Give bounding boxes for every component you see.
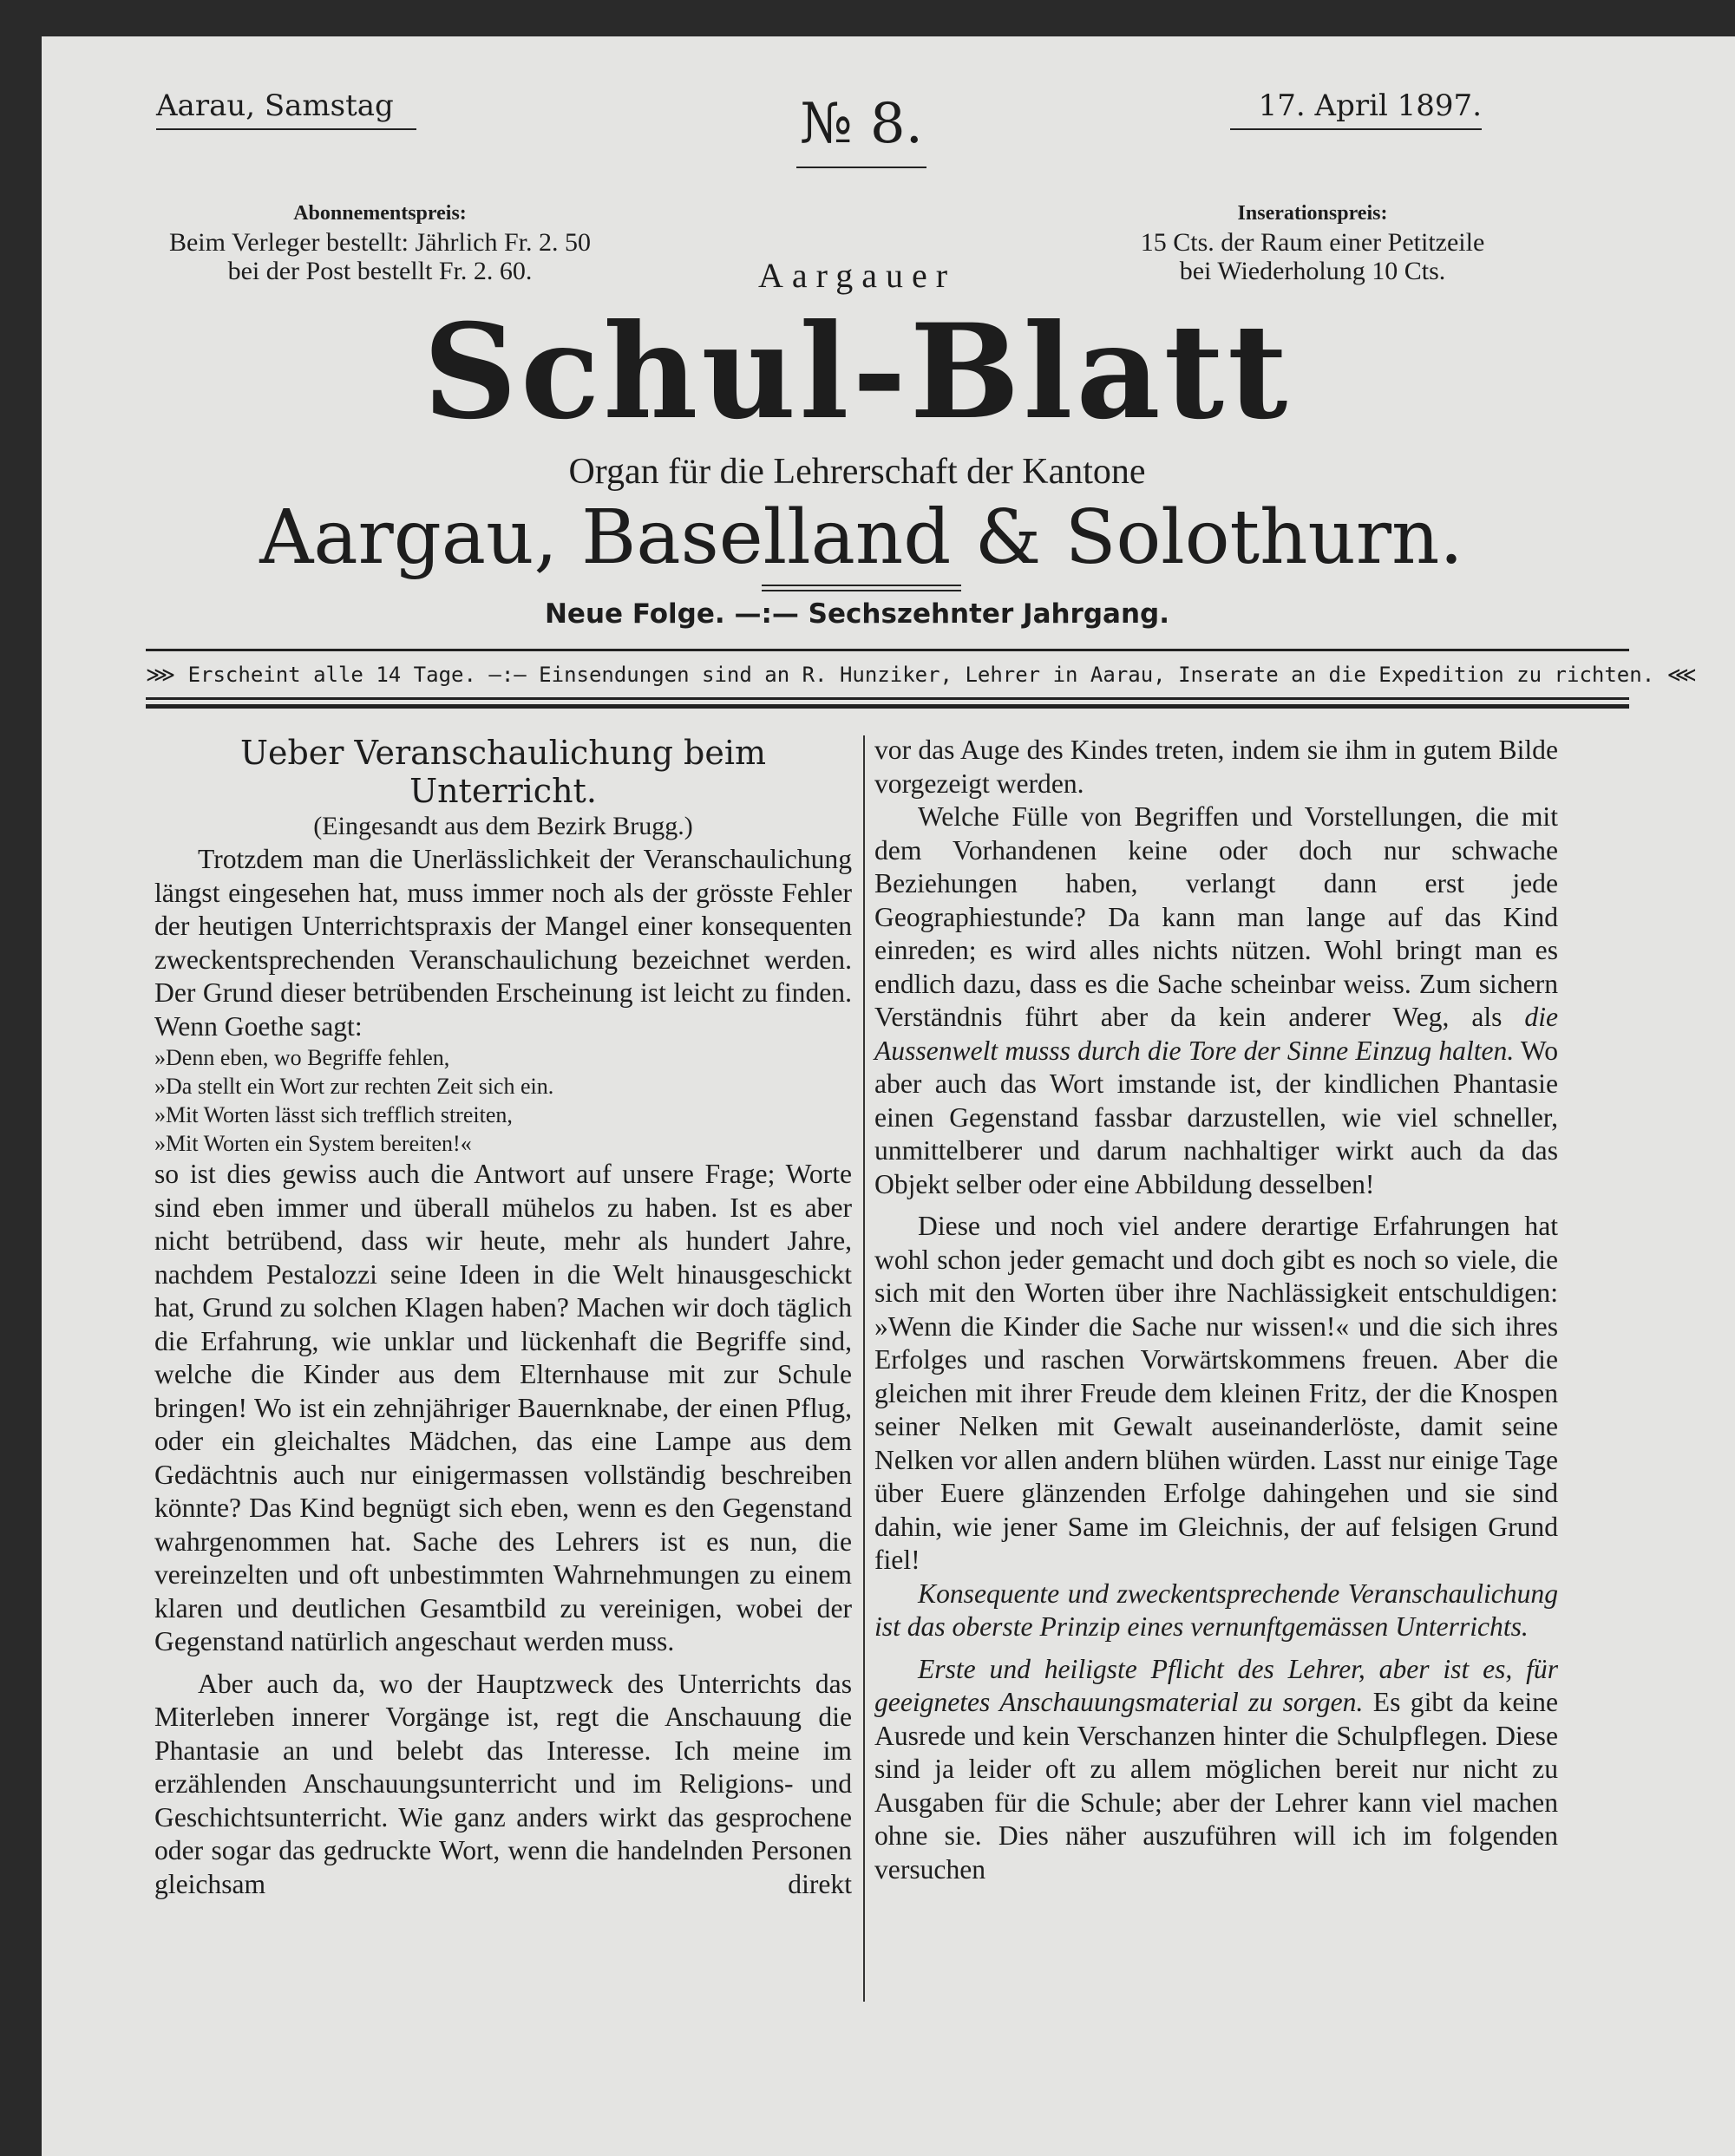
issue-date: 17. April 1897. [1258,88,1482,123]
paragraph [874,800,1558,1201]
paragraph: Diese und noch viel andere derartige Erfahrungen hat wohl schon jeder gemacht und doch gibt es noch so viele, die sich mit den Worten über ihre Nachlässigkeit entschuldigen: »Wenn die Kinder die Sache nur wissen!« und die sich ihres Erfolges und raschen Vorwärtskommens freuen. Aber die gleichen mit ihrer Freude dem kleinen Fritz, der die Knospen seiner Nelken mit Gewalt auseinanderlöste, damit seine Nelken vor allen andern blühen würden. Lasst nur einige Tage über Euere glänzenden Erfolge dahingehen und sie sind dahin, wie jener Same im Gleichnis, der auf felsigen Grund fiel! [874,1211,1558,1575]
emphasis-paragraph: Konsequente und zweckentsprechende Veranschaulichung ist das oberste Prinzip eines vernunftgemässen Unterrichts. [874,1578,1558,1642]
place-weekday: Aarau, Samstag [156,88,394,123]
newspaper-title: Schul-Blatt [422,296,1292,448]
article-column-left [154,732,852,1901]
paragraph: Trotzdem man die Unerlässlichkeit der Veranschaulichung längst eingesehen hat, muss immer noch als der grösste Fehler der heutigen Unterrichtspraxis der Mangel einer konsequenten zweckentsprechenden Veranschaulichung bezeichnet werden. Der Grund dieser betrübenden Erscheinung ist leicht zu finden. Wenn Goethe sagt: [154,844,852,1042]
series-info: Neue Folge. —:— Sechszehnter Jahrgang. [544,598,1169,630]
insertion-heading: Inserationspreis: [1237,202,1388,225]
subscription-heading: Abonnementspreis: [293,202,467,225]
notice-rule-top [146,649,1629,651]
subtitle-organ: Organ für die Lehrerschaft der Kantone [568,452,1146,492]
verse-line: »Denn eben, wo Begriffe fehlen, [154,1045,450,1070]
insertion-line: 15 Cts. der Raum einer Petitzeile [1140,228,1485,257]
paragraph: so ist dies gewiss auch die Antwort auf unsere Frage; Worte sind eben immer und überall mühelos zu haben. Ist es aber nicht betrübend, dass wir heute, mehr als hundert Jahre, nachdem Pestalozzi seine Ideen in die Welt hinausgeschickt hat, Grund zu solchen Klagen haben? Machen wir doch täglich die Erfahrung, wie unklar und lückenhaft die Begriffe sind, welche die Kinder aus dem Elternhause mit zur Schule bringen! Wo ist ein zehnjähriger Bauernknabe, der einen Pflug, oder ein gleichaltes Mädchen, das eine Lampe aus dem Gedächtnis auch nur einigermassen vollständig beschreiben könnte? Das Kind begnügt sich eben, wenn es den Gegenstand wahrgenommen hat. Sache des Lehrers ist es nun, die vereinzelten und oft unbestimmten Wahrnehmungen zu einem klaren und deutlichen Gesamtbild zu vereinigen, wobei der Gegenstand natürlich angeschaut werden muss. [154,1159,852,1656]
paragraph [874,1653,1558,1887]
divider [156,128,416,130]
text-run: Welche Fülle von Begriffen und Vorstellungen, die mit dem Vorhandenen keine oder doch nur schwache Beziehungen haben, verlangt dann erst jede Geographiestunde? Da kann man lange auf das Kind einreden; es wird alles nichts nützen. Wohl bringt man es endlich dazu, dass es die Sache scheinbar weiss. Zum sichern Verständnis führt aber da kein anderer Weg, als [874,801,1558,1032]
column-divider [863,735,865,2002]
emphasis: Erste und heiligste Pflicht des Lehrer, aber ist es, für geeignetes Anschauungsmaterial zu sorgen. [874,1653,1558,1717]
notice-rule-bottom [146,704,1629,709]
divider [1230,128,1482,130]
article-column-right [874,734,1558,1886]
insertion-price [1096,199,1529,285]
verse-line: »Mit Worten ein System bereiten!« [154,1131,472,1156]
issue-number: № 8. [800,92,923,156]
article-title: Ueber Veranschaulichung beim Unterricht. [239,734,767,810]
text-run: Wo aber auch das Wort imstande ist, der kindlichen Phantasie einen Gegenstand fassbar darzustellen, wie viel schneller, unmittelberer und darum nachhaltiger wirkt auch da das Objekt selber oder eine Abbildung desselben! [874,1035,1558,1199]
emphasis: die Aussenwelt musss durch die Tore der Sinne Einzug halten. [874,1002,1558,1066]
verse-line: »Da stellt ein Wort zur rechten Zeit sich ein. [154,1074,554,1099]
verse-line: »Mit Worten lässt sich trefflich streiten, [154,1102,513,1127]
subtitle-cantons: Aargau, Baselland & Solothurn. [259,494,1463,581]
ornament-rule [762,590,961,591]
newspaper-page [42,36,1735,2156]
article-byline: (Eingesandt aus dem Bezirk Brugg.) [313,812,693,840]
notice-rule-bottom [146,697,1629,700]
ornament-rule [762,585,961,586]
paragraph: Aber auch da, wo der Hauptzweck des Unterrichts das Miterleben innerer Vorgänge ist, regt die Anschauung die Phantasie an und belebt das Interesse. Ich meine im erzählenden Anschauungsunterricht und im Religions- und Geschichtsunterricht. Wie ganz anders wirkt das gesprochene oder sogar das gedruckte Wort, wenn die handelnden Personen gleichsam direkt [154,1668,852,1899]
subscription-price [154,199,606,285]
divider [796,167,926,168]
insertion-line: bei Wiederholung 10 Cts. [1179,257,1446,285]
subscription-line: Beim Verleger bestellt: Jährlich Fr. 2. 50 [168,228,592,257]
paragraph: vor das Auge des Kindes treten, indem sie ihm in gutem Bilde vorgezeigt werden. [874,735,1558,799]
subscription-line: bei der Post bestellt Fr. 2. 60. [227,257,533,285]
pretitle: Aargauer [757,256,957,295]
text-run: Es gibt da keine Ausrede und kein Verschanzen hinter die Schulpflegen. Diese sind ja leider oft zu allem möglichen bereit nur nicht zu Ausgaben für die Schule; aber der Lehrer kann viel machen ohne sie. Dies näher auszuführen will ich im folgenden versuchen [874,1687,1558,1885]
publication-notice: ⋙ Erscheint alle 14 Tage. —:— Einsendungen sind an R. Hunziker, Lehrer in Aarau, Inserate an die Expedition zu richten. ⋘ [146,663,1697,687]
